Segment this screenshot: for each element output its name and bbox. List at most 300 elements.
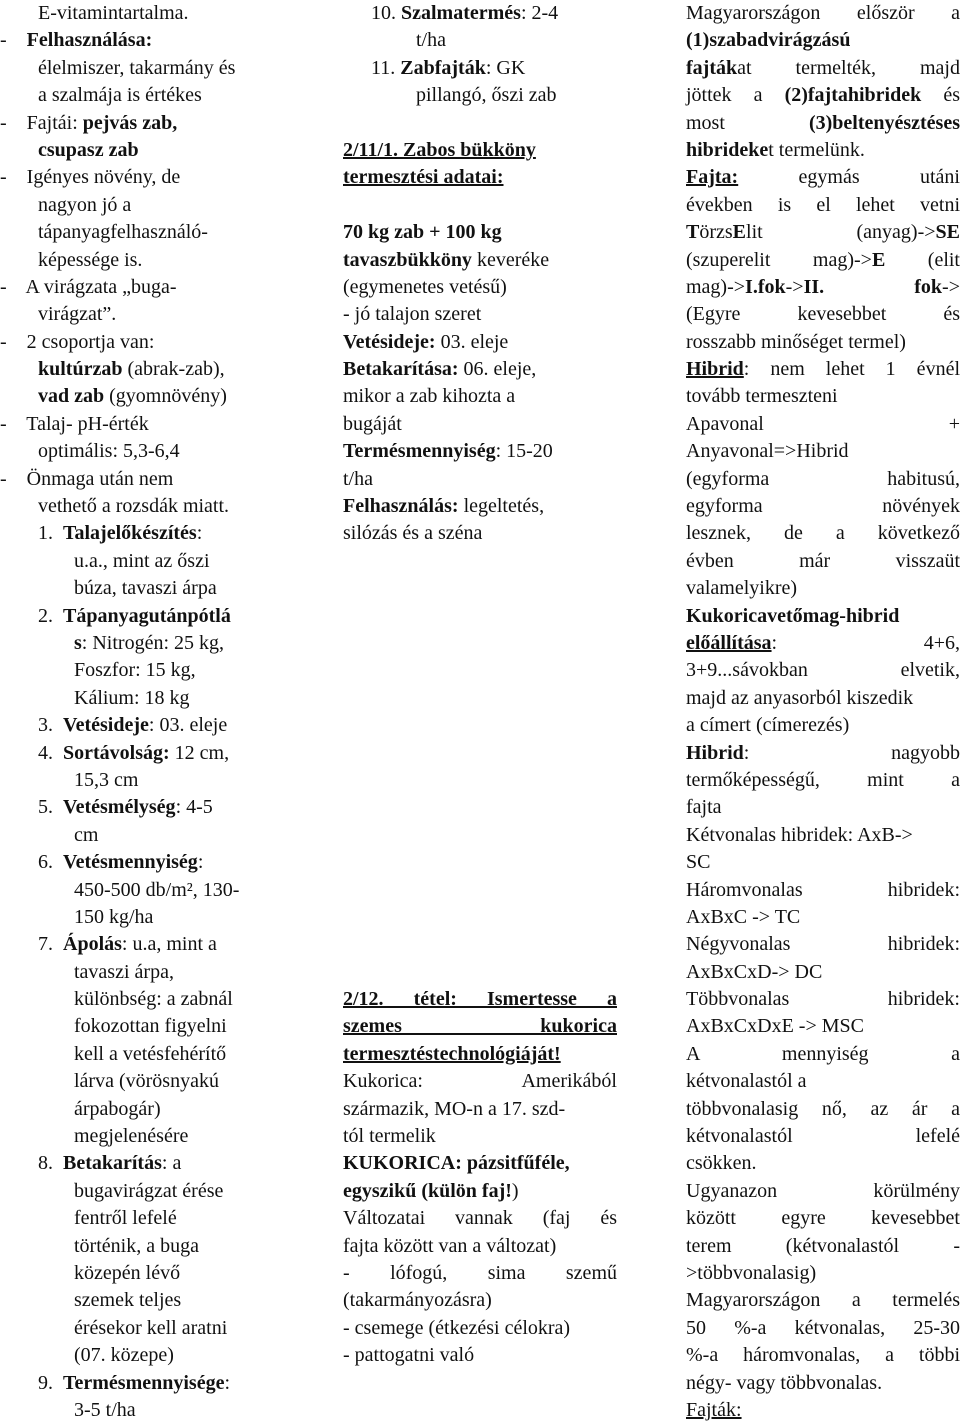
text-run: (Egyre kevesebbet és: [686, 303, 960, 326]
text-line: [343, 0, 617, 27]
text-run: és: [921, 84, 960, 107]
text-run: s: [74, 631, 82, 654]
text-line: [343, 1068, 617, 1095]
text-run: Talajelőkészítés: [63, 522, 197, 545]
text-line: [0, 82, 316, 109]
text-run: >többvonalasig): [686, 1261, 817, 1284]
text-line: [0, 1397, 316, 1424]
text-run: (elit: [885, 248, 960, 271]
text-line: [686, 767, 960, 794]
text-run: Magyarországon először a: [686, 2, 960, 24]
text-run: AxBxC -> TC: [686, 905, 801, 928]
text-line: [686, 685, 960, 712]
text-run: ): [511, 1179, 519, 1202]
column-right: [686, 0, 960, 1424]
text-run: - A virágzata „buga-: [0, 275, 177, 298]
text-line: [686, 55, 960, 82]
text-line: [686, 1260, 960, 1287]
text-run: lesznek, de a következő: [686, 522, 960, 545]
text-run: vethető a rozsdák miatt.: [38, 495, 230, 518]
text-run: származik, MO-n a 17. szd-: [343, 1097, 566, 1120]
text-line: [686, 1150, 960, 1177]
text-run: 3.: [38, 714, 63, 737]
text-line: [343, 493, 617, 520]
text-run: mag)->: [686, 275, 746, 298]
text-run: fok: [914, 275, 943, 298]
text-line: [0, 164, 316, 191]
text-run: T: [686, 221, 700, 244]
text-line: [343, 520, 617, 547]
text-run: : GK: [485, 56, 526, 79]
text-run: (2)fajtahibridek: [784, 84, 922, 107]
text-run: terem (kétvonalastól -: [686, 1234, 960, 1257]
text-line: [0, 603, 316, 630]
text-line: [686, 1397, 960, 1424]
text-run: : 4+6,: [771, 631, 960, 654]
text-run: - lófogú, sima szemű: [343, 1261, 617, 1284]
text-line: [0, 1150, 316, 1177]
text-line: [686, 904, 960, 931]
text-line: [343, 383, 617, 410]
text-line: [0, 274, 316, 301]
text-run: Fajta:: [686, 166, 739, 189]
text-run: kétvonalastól a: [686, 1070, 807, 1093]
text-run: képessége is.: [38, 248, 143, 271]
text-line: [0, 1013, 316, 1040]
blank-line: [343, 877, 617, 904]
text-line: [686, 110, 960, 137]
text-run: - Talaj- pH-érték: [0, 412, 149, 435]
text-line: [0, 493, 316, 520]
text-run: 450-500 db/m², 130-: [74, 878, 240, 901]
text-line: [686, 0, 960, 27]
text-run: 70 kg zab + 100 kg: [343, 221, 502, 244]
text-run: egyforma növények: [686, 495, 960, 518]
text-run: A mennyiség a: [686, 1042, 960, 1065]
text-line: [0, 794, 316, 821]
text-line: [686, 1041, 960, 1068]
text-line: [0, 548, 316, 575]
text-run: - 2 csoportja van:: [0, 330, 155, 353]
text-run: hibrideke: [686, 138, 769, 161]
text-run: : Nitrogén: 25 kg,: [81, 631, 225, 654]
text-run: : 2-4: [520, 2, 559, 24]
text-run: tápanyagfelhasználó-: [38, 221, 208, 244]
text-line: [343, 356, 617, 383]
text-run: - pattogatni való: [343, 1344, 475, 1367]
text-run: Vetésmennyiség: [63, 851, 198, 874]
text-run: E: [871, 248, 886, 271]
text-run: :: [196, 522, 203, 545]
text-line: [686, 1233, 960, 1260]
blank-line: [343, 822, 617, 849]
blank-line: [343, 712, 617, 739]
text-run: 6.: [38, 851, 63, 874]
text-run: a címert (címerezés): [686, 714, 850, 737]
blank-line: [343, 192, 617, 219]
blank-line: [343, 959, 617, 986]
text-run: AxBxCxD-> DC: [686, 960, 823, 983]
text-run: nagyon jó a: [38, 193, 132, 216]
text-run: 12 cm,: [169, 741, 230, 764]
text-run: (gyomnövény): [104, 385, 227, 408]
text-line: [686, 603, 960, 630]
text-run: évben már visszaüt: [686, 549, 960, 572]
text-run: SE: [935, 221, 960, 244]
text-line: [686, 27, 960, 54]
text-line: [0, 1233, 316, 1260]
text-line: [343, 1342, 617, 1369]
text-run: történik, a buga: [74, 1234, 199, 1257]
text-run: Betakarítása:: [343, 358, 459, 381]
text-run: tavaszi árpa,: [74, 960, 174, 983]
text-line: [0, 219, 316, 246]
text-line: [686, 1370, 960, 1397]
text-run: Változatai vannak (faj és: [343, 1207, 617, 1230]
text-line: [686, 1205, 960, 1232]
text-run: :: [197, 851, 204, 874]
text-run: tovább termeszteni: [686, 385, 838, 408]
text-line: [686, 877, 960, 904]
text-run: (1)szabadvirágzású: [686, 29, 851, 52]
text-line: [686, 383, 960, 410]
text-run: Sortávolság:: [63, 741, 170, 764]
text-run: 9.: [38, 1371, 63, 1394]
text-line: [0, 959, 316, 986]
text-run: : 03. eleje: [148, 714, 228, 737]
text-run: t/ha: [343, 467, 373, 490]
text-run: búza, tavaszi árpa: [74, 577, 217, 600]
text-run: ->: [942, 275, 960, 298]
text-line: [686, 1096, 960, 1123]
text-run: u.a., mint az őszi: [74, 549, 210, 572]
text-run: 11.: [371, 56, 401, 79]
text-run: E: [732, 221, 747, 244]
text-line: [343, 411, 617, 438]
text-run: tól termelik: [343, 1125, 436, 1148]
text-run: szemes kukorica: [343, 1015, 617, 1038]
blank-line: [343, 740, 617, 767]
text-run: Ápolás: [63, 933, 122, 956]
text-run: többvonalasig nő, az ár a: [686, 1097, 960, 1120]
text-run: Kukoricavetőmag-hibrid: [686, 604, 900, 627]
text-run: Háromvonalas hibridek:: [686, 878, 960, 901]
text-line: [0, 1096, 316, 1123]
text-line: [686, 301, 960, 328]
text-line: [343, 1096, 617, 1123]
text-line: [686, 849, 960, 876]
text-line: [686, 986, 960, 1013]
text-line: [686, 931, 960, 958]
text-run: bugavirágzat érése: [74, 1179, 224, 1202]
text-run: at termelték, majd: [737, 56, 960, 79]
text-line: [0, 1205, 316, 1232]
text-line: [686, 959, 960, 986]
text-run: jöttek a: [686, 84, 785, 107]
text-line: [686, 192, 960, 219]
blank-line: [343, 767, 617, 794]
text-line: [0, 27, 316, 54]
text-run: legeltetés,: [458, 495, 545, 518]
text-run: Termésmennyisége: [63, 1371, 225, 1394]
text-run: Ugyanazon körülmény: [686, 1179, 960, 1202]
text-run: optimális: 5,3-6,4: [38, 440, 180, 463]
text-line: [686, 548, 960, 575]
text-run: (takarmányozásra): [343, 1289, 492, 1312]
blank-line: [343, 630, 617, 657]
blank-line: [343, 548, 617, 575]
text-line: [686, 411, 960, 438]
text-run: fentről lefelé: [74, 1207, 177, 1230]
text-run: (egymenetes vetésű): [343, 275, 507, 298]
text-run: egymás utáni: [738, 166, 960, 189]
text-run: lit (anyag)->: [746, 221, 936, 244]
text-line: [343, 1013, 617, 1040]
text-line: [686, 466, 960, 493]
text-run: pejvás zab,: [82, 111, 178, 134]
text-line: [686, 657, 960, 684]
text-run: Magyarországon a termelés: [686, 1289, 960, 1312]
text-line: [686, 82, 960, 109]
text-run: Többvonalas hibridek:: [686, 988, 960, 1011]
text-line: [343, 438, 617, 465]
text-line: [0, 1068, 316, 1095]
text-run: Hibrid: [686, 358, 744, 381]
text-run: négy- vagy többvonalas.: [686, 1371, 883, 1394]
text-line: [686, 740, 960, 767]
text-run: 15,3 cm: [74, 768, 139, 791]
text-run: fajták: [686, 56, 738, 79]
text-line: [343, 1260, 617, 1287]
text-run: termesztési adatai:: [343, 166, 504, 189]
text-run: Zabfajták: [400, 56, 486, 79]
text-run: (abrak-zab),: [122, 358, 225, 381]
text-line: [0, 1342, 316, 1369]
text-run: csökken.: [686, 1152, 757, 1175]
text-run: megjelenésére: [74, 1125, 189, 1148]
text-run: pillangó, őszi zab: [416, 84, 557, 107]
text-line: [0, 301, 316, 328]
text-run: (3)beltenyésztéses: [808, 111, 960, 134]
text-line: [0, 192, 316, 219]
text-run: egyszikű (külön faj!: [343, 1179, 512, 1202]
text-run: 5.: [38, 796, 63, 819]
blank-line: [343, 685, 617, 712]
text-run: Fajták:: [686, 1398, 742, 1421]
text-line: [686, 356, 960, 383]
blank-line: [343, 904, 617, 931]
text-line: [686, 1068, 960, 1095]
text-line: [0, 247, 316, 274]
text-line: [343, 1315, 617, 1342]
text-line: [0, 630, 316, 657]
text-run: silózás és a széna: [343, 522, 483, 545]
text-run: lárva (vörösnyakú: [74, 1070, 219, 1093]
text-line: [343, 986, 617, 1013]
text-line: [0, 411, 316, 438]
text-run: II.: [803, 275, 825, 298]
text-run: keveréke: [471, 248, 550, 271]
text-line: [686, 712, 960, 739]
text-line: [0, 1123, 316, 1150]
text-run: Apavonal +: [686, 412, 960, 435]
text-line: [343, 1041, 617, 1068]
text-run: KUKORICA: pázsitfűféle,: [343, 1152, 570, 1175]
text-run: ->: [785, 275, 804, 298]
text-run: 06. eleje,: [458, 358, 537, 381]
text-line: [343, 55, 617, 82]
text-run: Vetésmélység: [63, 796, 176, 819]
text-run: szemek teljes: [74, 1289, 182, 1312]
text-line: [343, 466, 617, 493]
blank-line: [343, 794, 617, 821]
text-run: fajta: [686, 796, 722, 819]
text-line: [343, 274, 617, 301]
text-run: E-vitamintartalma.: [38, 2, 189, 24]
text-run: most: [686, 111, 809, 134]
text-run: a szalmája is értékes: [38, 84, 202, 107]
text-run: Kétvonalas hibridek: AxB->: [686, 823, 913, 846]
text-line: [0, 986, 316, 1013]
text-line: [0, 438, 316, 465]
text-line: [0, 1370, 316, 1397]
text-run: Vetésideje:: [343, 330, 436, 353]
text-line: [0, 822, 316, 849]
text-line: [343, 301, 617, 328]
text-run: 2/12. tétel: Ismertesse a: [343, 988, 617, 1011]
text-run: árpabogár): [74, 1097, 161, 1120]
blank-line: [343, 657, 617, 684]
text-run: Foszfor: 15 kg,: [74, 659, 196, 682]
text-run: 03. eleje: [435, 330, 509, 353]
text-run: [824, 276, 914, 298]
text-run: : nagyobb: [743, 741, 960, 764]
text-line: [0, 931, 316, 958]
text-line: [686, 1178, 960, 1205]
text-run: előállítása: [686, 631, 772, 654]
text-line: [686, 520, 960, 547]
text-run: %-a háromvonalas, a többi: [686, 1344, 960, 1367]
text-run: 2.: [38, 604, 63, 627]
text-line: [686, 493, 960, 520]
text-run: Betakarítás: [63, 1152, 162, 1175]
text-run: : a: [161, 1152, 182, 1175]
text-run: kell a vetésfehérítő: [74, 1042, 227, 1065]
text-line: [343, 329, 617, 356]
text-line: [686, 247, 960, 274]
text-run: különbség: a zabnál: [74, 988, 233, 1011]
text-line: [686, 822, 960, 849]
text-run: Négyvonalas hibridek:: [686, 933, 960, 956]
text-run: majd az anyasorból kiszedik: [686, 686, 914, 709]
text-run: vad zab: [38, 385, 105, 408]
text-run: Hibrid: [686, 741, 744, 764]
text-line: [686, 219, 960, 246]
text-run: 3+9...sávokban elvetik,: [686, 659, 960, 682]
text-run: Termésmennyiség: [343, 440, 496, 463]
text-run: években is el lehet vetni: [686, 193, 960, 216]
text-run: termőképességű, mint a: [686, 768, 960, 791]
text-line: [343, 219, 617, 246]
text-line: [0, 575, 316, 602]
text-line: [343, 1178, 617, 1205]
text-run: :: [224, 1371, 231, 1394]
text-run: 3-5 t/ha: [74, 1398, 136, 1421]
text-line: [0, 383, 316, 410]
text-run: mikor a zab kihozta a: [343, 385, 516, 408]
text-run: Vetésideje: [63, 714, 149, 737]
text-line: [686, 329, 960, 356]
text-line: [686, 438, 960, 465]
text-run: Felhasználása:: [26, 29, 153, 52]
text-run: 1.: [38, 522, 63, 545]
text-line: [343, 1287, 617, 1314]
text-run: 10.: [371, 2, 401, 24]
text-line: [0, 110, 316, 137]
text-line: [0, 1178, 316, 1205]
text-run: Anyavonal=>Hibrid: [686, 440, 849, 463]
text-run: tavaszbükköny: [343, 248, 472, 271]
blank-line: [343, 575, 617, 602]
text-line: [0, 520, 316, 547]
text-run: bugáját: [343, 412, 402, 435]
text-line: [686, 1287, 960, 1314]
text-line: [686, 164, 960, 191]
text-line: [343, 1205, 617, 1232]
text-line: [686, 137, 960, 164]
text-run: cm: [74, 823, 99, 846]
text-run: SC: [686, 851, 711, 874]
blank-line: [343, 603, 617, 630]
text-run: : 15-20: [495, 440, 553, 463]
text-run: : nem lehet 1 évnél: [743, 358, 960, 381]
text-line: [686, 630, 960, 657]
text-line: [0, 137, 316, 164]
text-run: valamelyikre): [686, 577, 798, 600]
text-run: - Igényes növény, de: [0, 166, 181, 189]
column-middle: [343, 0, 617, 1370]
text-run: 8.: [38, 1152, 63, 1175]
text-line: [0, 1260, 316, 1287]
text-run: 7.: [38, 933, 63, 956]
text-run: Kukorica: Amerikából: [343, 1070, 617, 1093]
text-line: [343, 1233, 617, 1260]
text-run: I.fok: [745, 275, 786, 298]
text-line: [343, 82, 617, 109]
text-run: csupasz zab: [38, 138, 139, 161]
text-run: AxBxCxDxE -> MSC: [686, 1015, 864, 1038]
blank-line: [343, 849, 617, 876]
text-run: -: [0, 29, 27, 52]
text-line: [0, 657, 316, 684]
text-run: (egyforma habitusú,: [686, 467, 960, 490]
text-line: [0, 55, 316, 82]
column-left: [0, 0, 316, 1424]
text-run: kétvonalastól lefelé: [686, 1125, 960, 1148]
text-run: fajta között van a változat): [343, 1234, 557, 1257]
text-run: - csemege (étkezési célokra): [343, 1316, 571, 1339]
text-line: [343, 1150, 617, 1177]
text-run: rosszabb minőséget termel): [686, 330, 906, 353]
text-line: [0, 849, 316, 876]
text-run: termesztéstechnológiáját!: [343, 1042, 561, 1065]
text-run: 4.: [38, 741, 63, 764]
text-line: [343, 1123, 617, 1150]
text-run: t/ha: [416, 29, 446, 52]
text-line: [686, 1123, 960, 1150]
text-line: [0, 0, 316, 27]
blank-line: [343, 931, 617, 958]
